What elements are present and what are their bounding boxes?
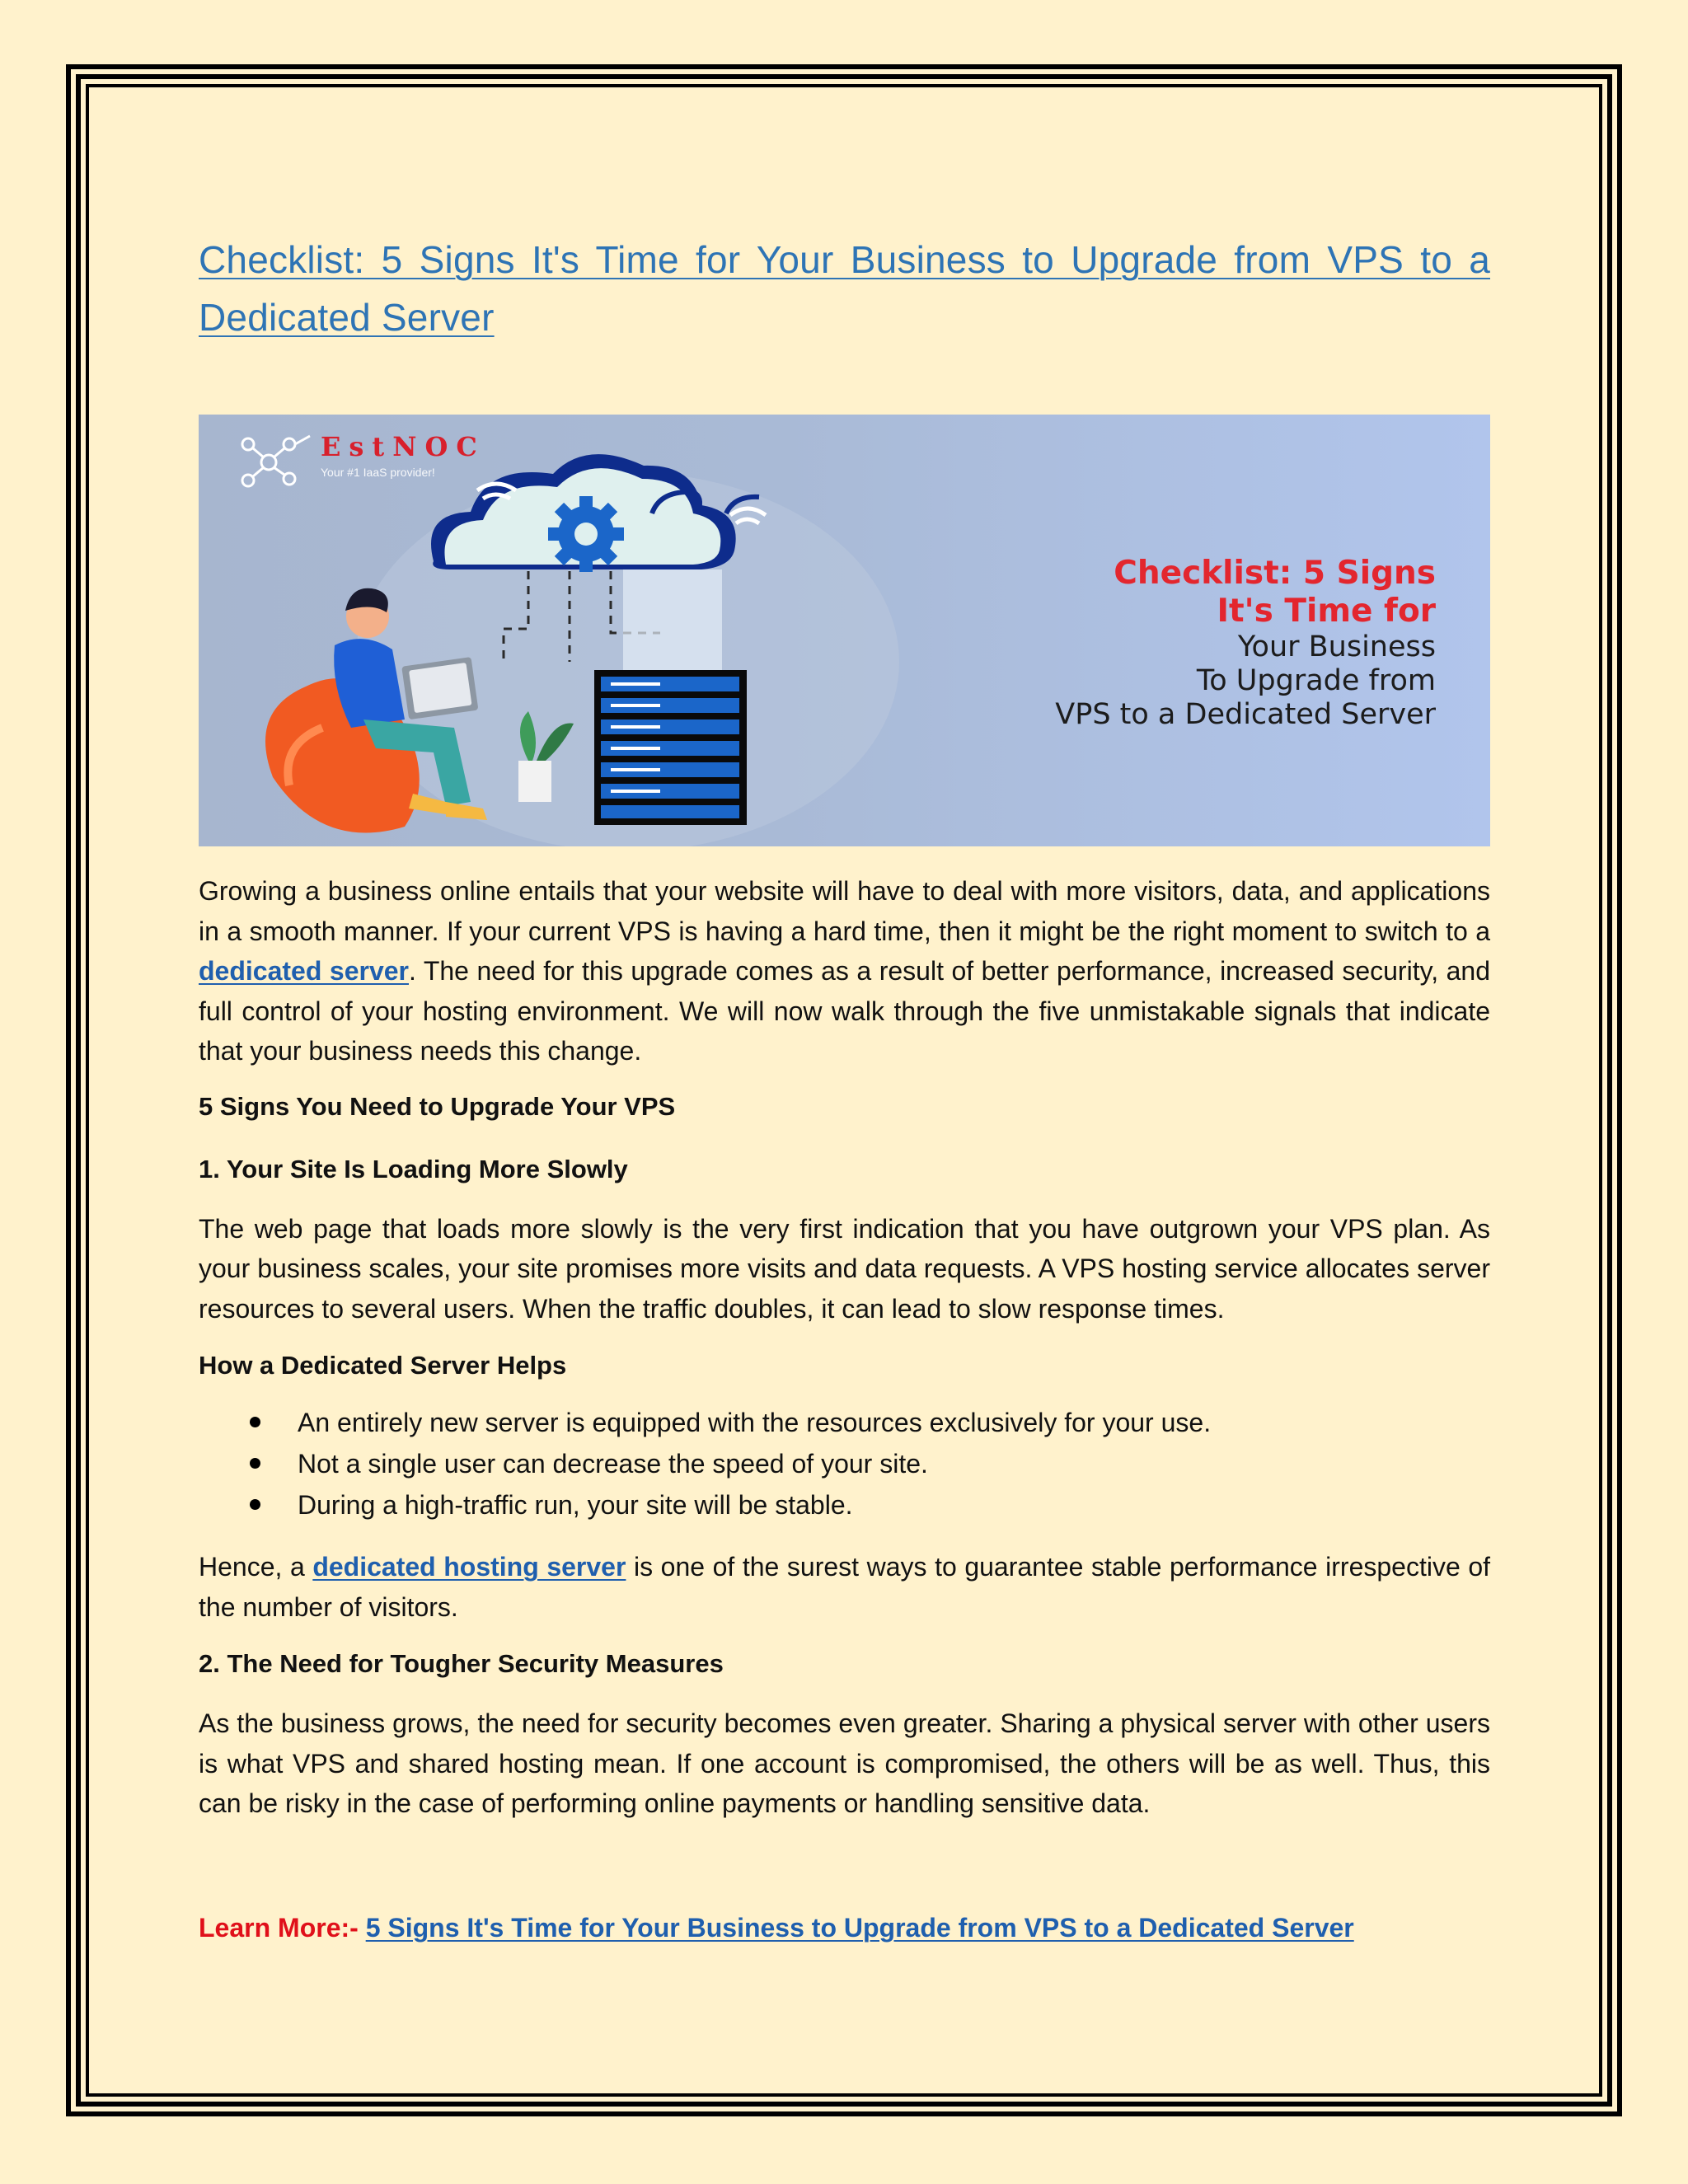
section-heading: 5 Signs You Need to Upgrade Your VPS xyxy=(199,1091,676,1121)
helps-heading: How a Dedicated Server Helps xyxy=(199,1351,567,1380)
learn-more-link[interactable]: 5 Signs It's Time for Your Business to Upgrade from VPS to a Dedicated Server xyxy=(365,1912,1354,1943)
banner-brand-name: EstNOC xyxy=(321,431,485,462)
bullet-icon xyxy=(250,1417,260,1427)
hence-text: is one of the surest ways to guarantee stable performance irrespective of the number of visitors. xyxy=(199,1552,1491,1622)
sign-2-heading: 2. The Need for Tougher Security Measures xyxy=(199,1649,724,1678)
banner-headline-line: Checklist: 5 Signs xyxy=(1114,555,1436,592)
list-item xyxy=(199,1443,1490,1484)
hence-paragraph xyxy=(199,1547,1490,1627)
sign-1-heading: 1. Your Site Is Loading More Slowly xyxy=(199,1154,628,1183)
list-item-text: Not a single user can decrease the speed of your site. xyxy=(298,1449,928,1479)
sign-1-paragraph: The web page that loads more slowly is the very first indication that you have outgrown your VPS plan. As your business scales, your site promises more visits and data requests. A VPS hosting service allocates server resources to several users. When the traffic doubles, it can lead to slow response times. xyxy=(199,1213,1490,1324)
network-logo-icon xyxy=(242,436,310,486)
list-item xyxy=(199,1402,1490,1443)
list-item-text: During a high-traffic run, your site will be stable. xyxy=(298,1490,853,1520)
dedicated-hosting-server-link[interactable]: dedicated hosting server xyxy=(312,1552,626,1582)
hence-text: Hence, a xyxy=(199,1552,313,1582)
bullet-icon xyxy=(250,1499,260,1510)
intro-text: Growing a business online entails that your website will have to deal with more visitors, data, and applications in a smooth manner. If your current VPS is having a hard time, then it might be the right moment to switch to a xyxy=(199,876,1490,946)
banner-headline-line: It's Time for xyxy=(1217,593,1436,630)
intro-text: . The need for this upgrade comes as a result of better performance, increased security, and full control of your hosting environment. We will now walk through the five unmistakable signals that indicate that your business needs this change. xyxy=(199,956,1491,1066)
banner-subline: To Upgrade from xyxy=(1196,664,1436,697)
gear-icon xyxy=(548,496,624,572)
server-rack-icon xyxy=(594,670,747,825)
sign-2-paragraph: As the business grows, the need for security becomes even greater. Sharing a physical server with other users is what VPS and shared hosting mean. If one account is compromised, the others will be as well. Thus, this can be risky in the case of performing online payments or handling sensitive data. xyxy=(199,1708,1490,1818)
page-title-link[interactable]: Checklist: 5 Signs It's Time for Your Business to Upgrade from VPS to a Dedicated Server xyxy=(199,238,1490,339)
intro-paragraph xyxy=(199,871,1490,1071)
banner-subline: Your Business xyxy=(1237,630,1436,663)
learn-more-line xyxy=(199,1910,1490,1946)
bullet-icon xyxy=(250,1458,260,1469)
learn-more-label: Learn More:- xyxy=(199,1912,359,1943)
list-item xyxy=(199,1484,1490,1526)
hero-banner-image xyxy=(199,415,1490,846)
document-content xyxy=(199,231,1490,1972)
banner-headline-block xyxy=(1055,555,1436,732)
banner-tagline: Your #1 IaaS provider! xyxy=(321,466,435,479)
list-item-text: An entirely new server is equipped with the resources exclusively for your use. xyxy=(298,1408,1212,1437)
banner-subline: VPS to a Dedicated Server xyxy=(1055,698,1436,731)
dedicated-server-link[interactable]: dedicated server xyxy=(199,956,409,986)
helps-bullet-list xyxy=(199,1402,1490,1526)
